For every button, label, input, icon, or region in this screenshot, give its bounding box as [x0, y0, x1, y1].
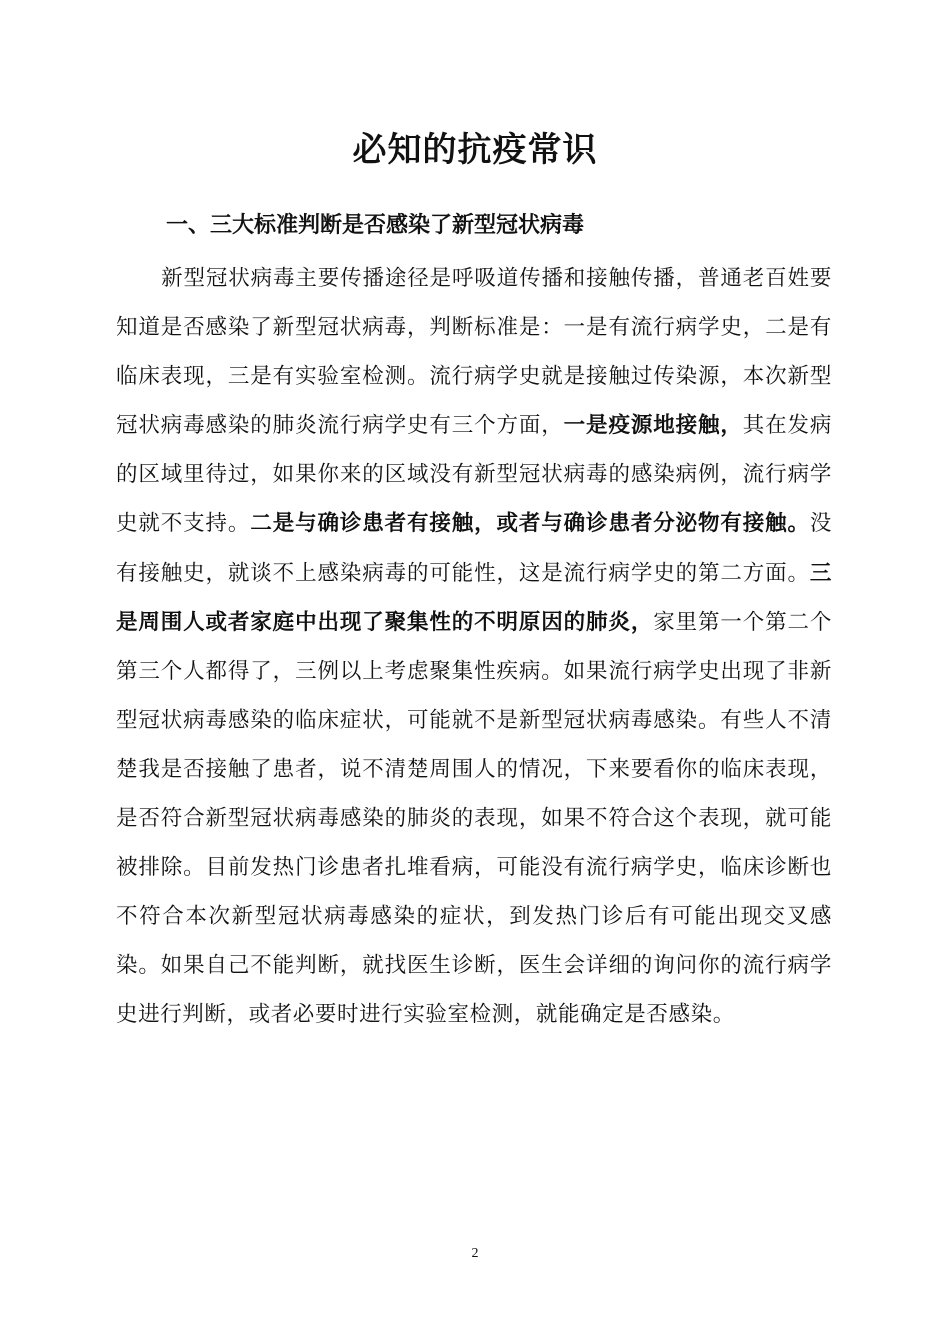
page-number: 2	[471, 1246, 479, 1261]
bold-criterion-two: 二是与确诊患者有接触，或者与确诊患者分泌物有接触。	[250, 511, 810, 537]
paragraph-text-run: 其在发病的区域里待过，如果你来的区域没有新型冠状病毒的感染病例，流行病学史就不支持。	[116, 413, 832, 537]
document-title: 必知的抗疫常识	[352, 130, 598, 170]
paragraph-text-run: 没有接触史，就谈不上感染病毒的可能性，这是流行病学史的第二方面。	[116, 511, 832, 586]
paragraph-text-run: 新型冠状病毒主要传播途径是呼吸道传播和接触传播，普通老百姓要知道是否感染了新型冠状病毒，判断标准是：一是有流行病学史，二是有临床表现，三是有实验室检测。流行病学史就是接触过传染源，本次新型冠状病毒感染的肺炎流行病学史有三个方面，	[116, 266, 832, 439]
paragraph-text-run: 家里第一个第二个第三个人都得了，三例以上考虑聚集性疾病。如果流行病学史出现了非新型冠状病毒感染的临床症状，可能就不是新型冠状病毒感染。有些人不清楚我是否接触了患者，说不清楚周围人的情况，下来要看你的临床表现，是否符合新型冠状病毒感染的肺炎的表现，如果不符合这个表现，就可能被排除。目前发热门诊患者扎堆看病，可能没有流行病学史，临床诊断也不符合本次新型冠状病毒感染的症状，到发热门诊后有可能出现交叉感染。如果自己不能判断，就找医生诊断，医生会详细的询问你的流行病学史进行判断，或者必要时进行实验室检测，就能确定是否感染。	[116, 609, 832, 1028]
body-paragraph	[116, 254, 832, 1040]
section-heading: 一、三大标准判断是否感染了新型冠状病毒	[166, 213, 585, 238]
bold-criterion-one: 一是疫源地接触，	[563, 413, 743, 439]
bold-criterion-three: 三是周围人或者家庭中出现了聚集性的不明原因的肺炎，	[116, 560, 832, 635]
